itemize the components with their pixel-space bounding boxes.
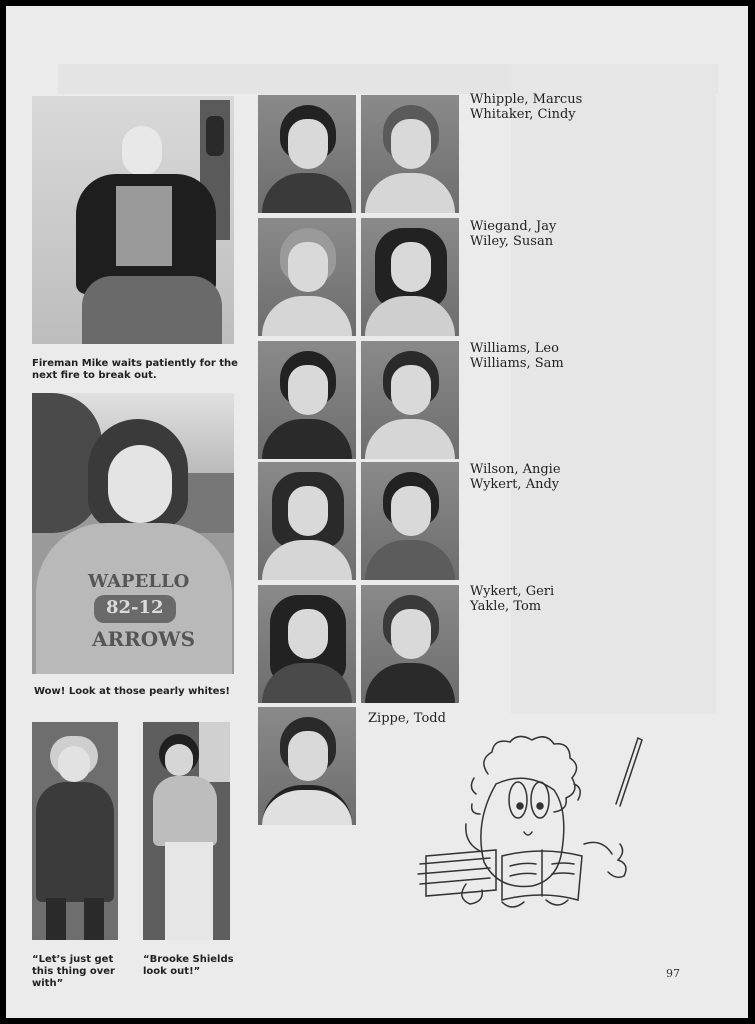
name-tom: Yakle, Tom bbox=[470, 599, 542, 614]
portrait-jay bbox=[258, 218, 356, 336]
caption-fireman: Fireman Mike waits patiently for the next fire to break out. bbox=[32, 358, 238, 381]
portrait-sam bbox=[361, 341, 459, 459]
portrait-andy bbox=[361, 462, 459, 580]
name-row-5 bbox=[470, 584, 554, 614]
sweatshirt-text-number: 82-12 bbox=[106, 597, 164, 618]
bleed-through-shade bbox=[511, 64, 716, 714]
portrait-cindy bbox=[361, 95, 459, 213]
name-row-4 bbox=[470, 462, 561, 492]
candid-photo-brooke bbox=[143, 722, 230, 940]
yearbook-page bbox=[6, 6, 748, 1018]
portrait-todd bbox=[258, 707, 356, 825]
name-todd: Zippe, Todd bbox=[368, 711, 446, 726]
name-sam: Williams, Sam bbox=[470, 356, 564, 371]
name-row-3 bbox=[470, 341, 564, 371]
caption-brooke: “Brooke Shields look out!” bbox=[143, 954, 234, 977]
name-jay: Wiegand, Jay bbox=[470, 219, 557, 234]
name-row-1 bbox=[470, 92, 582, 122]
portrait-tom bbox=[361, 585, 459, 703]
name-angie: Wilson, Angie bbox=[470, 462, 561, 477]
portrait-angie bbox=[258, 462, 356, 580]
name-leo: Williams, Leo bbox=[470, 341, 559, 356]
candid-photo-fireman bbox=[32, 96, 234, 344]
name-susan: Wiley, Susan bbox=[470, 234, 554, 249]
sweatshirt-text-bottom: ARROWS bbox=[92, 627, 196, 651]
candid-photo-lets-get bbox=[32, 722, 118, 940]
name-marcus: Whipple, Marcus bbox=[470, 92, 583, 107]
caption-pearly: Wow! Look at those pearly whites! bbox=[34, 686, 230, 697]
name-row-6 bbox=[368, 711, 446, 726]
page-number: 97 bbox=[666, 967, 680, 980]
cartoon-bookworm-illustration bbox=[406, 734, 666, 919]
name-cindy: Whitaker, Cindy bbox=[470, 107, 576, 122]
caption-lets-get: “Let’s just get this thing over with” bbox=[32, 954, 115, 989]
sweatshirt-text-top: WAPELLO bbox=[88, 571, 190, 592]
name-andy: Wykert, Andy bbox=[470, 477, 560, 492]
portrait-leo bbox=[258, 341, 356, 459]
portrait-geri bbox=[258, 585, 356, 703]
candid-photo-pearly bbox=[32, 393, 234, 674]
portrait-susan bbox=[361, 218, 459, 336]
portrait-marcus bbox=[258, 95, 356, 213]
name-geri: Wykert, Geri bbox=[470, 584, 555, 599]
name-row-2 bbox=[470, 219, 556, 249]
